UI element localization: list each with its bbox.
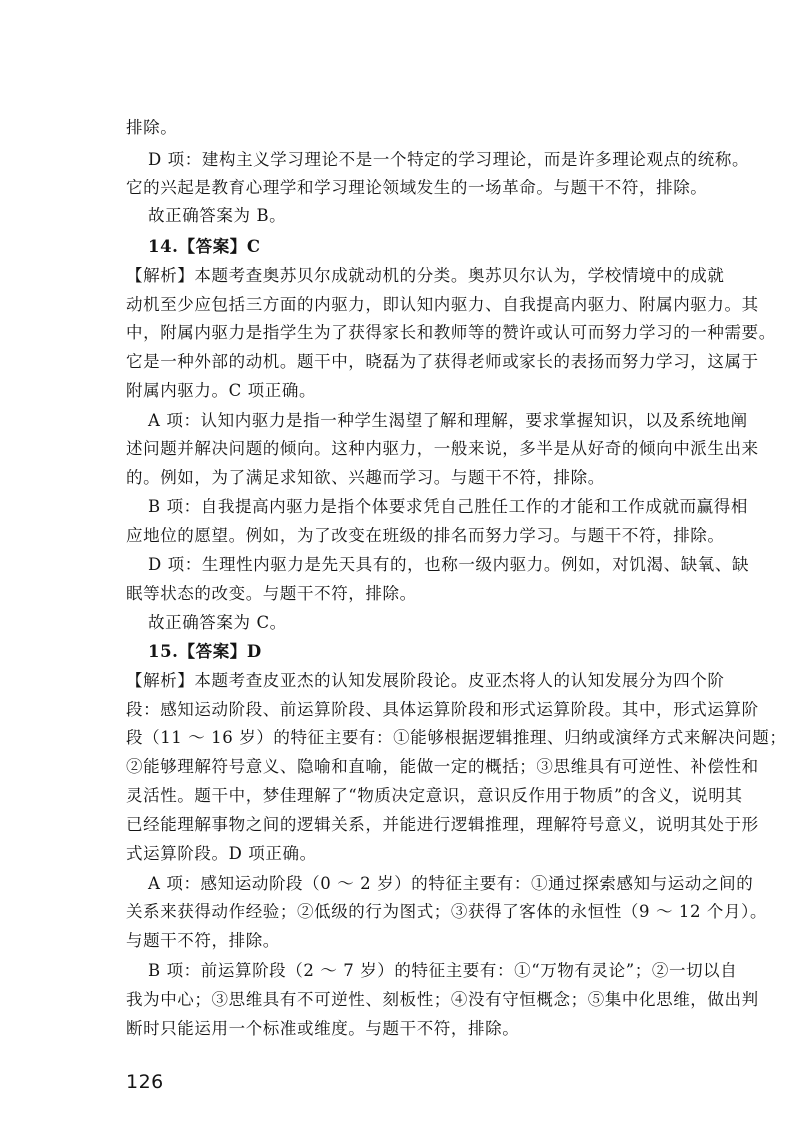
text-line: 附属内驱力。C 项正确。 — [126, 381, 317, 400]
text-line: ②能够理解符号意义、隐喻和直喻，能做一定的概括；③思维具有可逆性、补偿性和 — [126, 757, 759, 776]
text-line: 的。例如，为了满足求知欲、兴趣而学习。与题干不符，排除。 — [126, 468, 605, 487]
text-line: 眠等状态的改变。与题干不符，排除。 — [126, 584, 417, 603]
text-line: 它是一种外部的动机。题干中，晓磊为了获得老师或家长的表扬而努力学习，这属于 — [126, 352, 759, 371]
text-line: 段：感知运动阶段、前运算阶段、具体运算阶段和形式运算阶段。其中，形式运算阶 — [126, 700, 759, 719]
text-line: 段（11 ～ 16 岁）的特征主要有：①能够根据逻辑推理、归纳或演绎方式来解决问题； — [126, 728, 787, 747]
text-line: 灵活性。题干中，梦佳理解了“物质决定意识，意识反作用于物质”的含义，说明其 — [126, 786, 743, 805]
text-line: 【解析】本题考查皮亚杰的认知发展阶段论。皮亚杰将人的认知发展分为四个阶 — [126, 671, 725, 690]
text-line: B 项：自我提高内驱力是指个体要求凭自己胜任工作的才能和工作成就而赢得相 — [148, 497, 748, 516]
text-line: 我为中心；③思维具有不可逆性、刻板性；④没有守恒概念；⑤集中化思维，做出判 — [126, 990, 759, 1009]
text-line: 故正确答案为 C。 — [148, 613, 287, 632]
text-line: 它的兴起是教育心理学和学习理论领域发生的一场革命。与题干不符，排除。 — [126, 178, 708, 197]
text-line: 断时只能运用一个标准或维度。与题干不符，排除。 — [126, 1019, 520, 1038]
answer-heading: 14.【答案】C — [148, 237, 261, 256]
text-line: D 项：生理性内驱力是先天具有的，也称一级内驱力。例如，对饥渴、缺氧、缺 — [148, 555, 750, 574]
text-line: 动机至少应包括三方面的内驱力，即认知内驱力、自我提高内驱力、附属内驱力。其 — [126, 295, 759, 314]
answer-heading: 15.【答案】D — [148, 642, 262, 661]
text-line: 中，附属内驱力是指学生为了获得家长和教师等的赞许或认可而努力学习的一种需要。 — [126, 323, 776, 342]
text-line: 与题干不符，排除。 — [126, 931, 280, 950]
text-line: 排除。 — [126, 118, 178, 137]
text-line: 【解析】本题考查奥苏贝尔成就动机的分类。奥苏贝尔认为，学校情境中的成就 — [126, 266, 725, 285]
text-line: 述问题并解决问题的倾向。这种内驱力，一般来说，多半是从好奇的倾向中派生出来 — [126, 439, 759, 458]
text-line: D 项：建构主义学习理论不是一个特定的学习理论，而是许多理论观点的统称。 — [148, 150, 750, 169]
text-line: B 项：前运算阶段（2 ～ 7 岁）的特征主要有：①“万物有灵论”；②一切以自 — [148, 961, 738, 980]
text-line: A 项：感知运动阶段（0 ～ 2 岁）的特征主要有：①通过探索感知与运动之间的 — [148, 874, 754, 893]
text-line: 应地位的愿望。例如，为了改变在班级的排名而努力学习。与题干不符，排除。 — [126, 526, 725, 545]
text-line: A 项：认知内驱力是指一种学生渴望了解和理解，要求掌握知识，以及系统地阐 — [148, 411, 748, 430]
text-line: 关系来获得动作经验；②低级的行为图式；③获得了客体的永恒性（9 ～ 12 个月）。 — [126, 902, 768, 921]
text-line: 已经能理解事物之间的逻辑关系，并能进行逻辑推理，理解符号意义，说明其处于形 — [126, 815, 759, 834]
page-number: 126 — [126, 1071, 164, 1093]
text-line: 故正确答案为 B。 — [148, 206, 287, 225]
text-line: 式运算阶段。D 项正确。 — [126, 844, 317, 863]
